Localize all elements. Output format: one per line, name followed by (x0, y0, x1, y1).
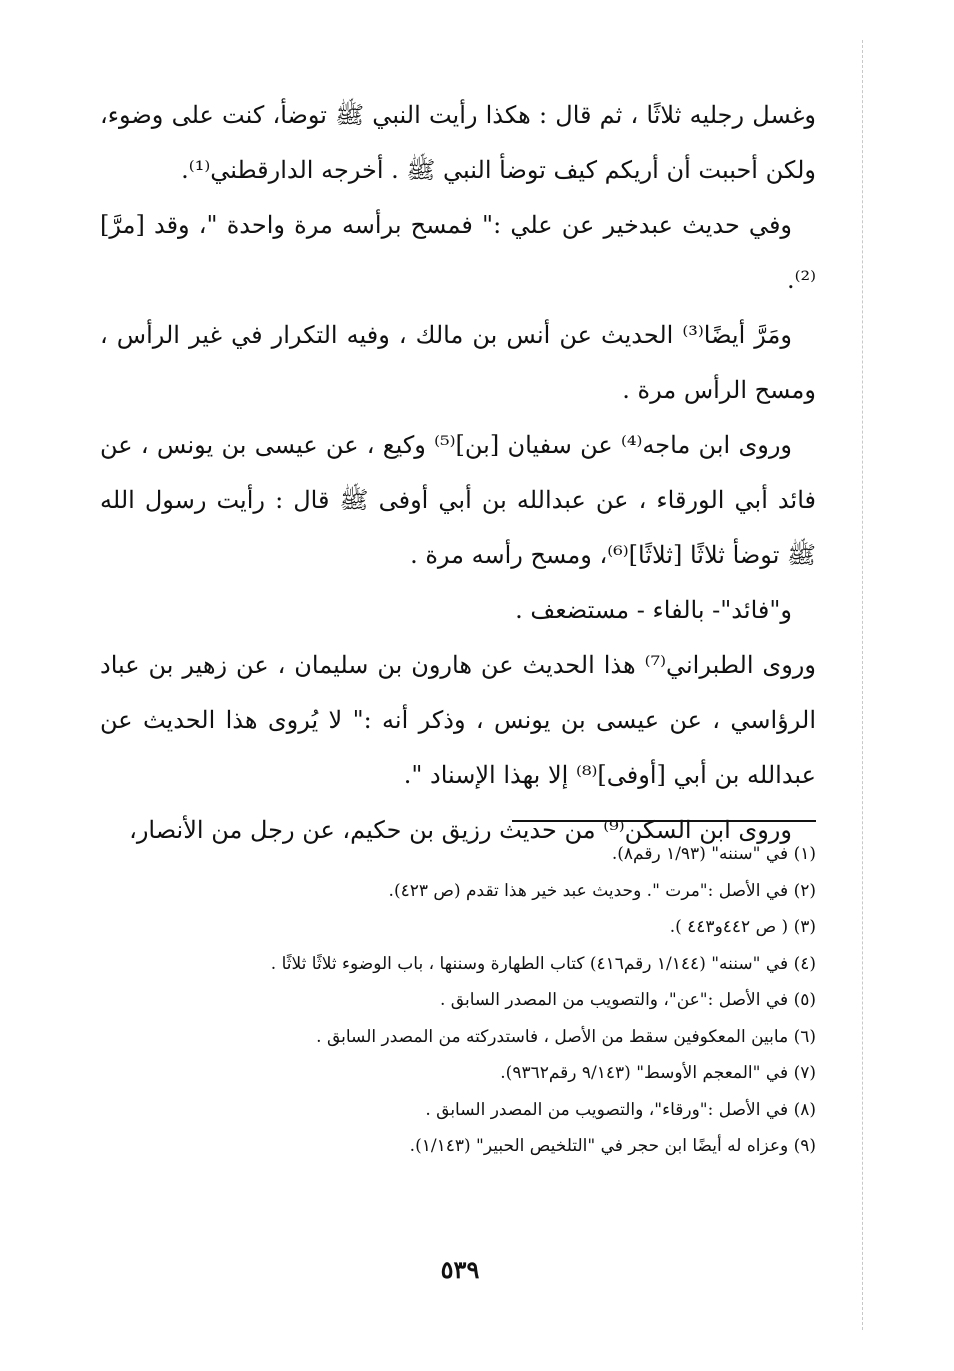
footnote: (٢) في الأصل :"مرت ". وحديث عبد خير هذا تقدم (ص ٤٢٣). (388, 880, 816, 901)
body-paragraph: وروى ابن ماجه⁽⁴⁾ عن سفيان [بن]⁽⁵⁾ وكيع ، عن عيسى بن يونس ، عن فائد أبي الورقاء ، عن عبدالله بن أبي أوفى ﷺ قال : رأيت رسول الله ﷺ توضأ ثلاثًا [ثلاثًا]⁽⁶⁾، ومسح رأسه مرة . (100, 431, 816, 569)
footnote: (٩) وعزاه له أيضًا ابن حجر في "التلخيص الحبير" (١/١٤٣). (409, 1136, 816, 1156)
footnote: (٤) في "سننه" (١/١٤٤ رقم٤١٦) كتاب الطهارة وسننها ، باب الوضوء ثلاثًا ثلاثًا . (270, 953, 816, 974)
page-number: ٥٣٩ (440, 1255, 480, 1284)
body-paragraph: وروى ابن السكن⁽⁹⁾ من حديث رزيق بن حكيم، عن رجل من الأنصار، (129, 816, 792, 844)
footnote: (٦) مابين المعكوفين سقط من الأصل ، فاستدركته من المصدر السابق . (316, 1026, 816, 1047)
footnote: (٨) في الأصل :"ورقاء"، والتصويب من المصدر السابق . (425, 1099, 816, 1120)
body-paragraph: ومَرَّ أيضًا⁽³⁾ الحديث عن أنس بن مالك ، وفيه التكرار في غير الرأس ، ومسح الرأس مرة . (100, 321, 816, 404)
body-paragraph: و"فائد"- بالفاء - مستضعف . (515, 596, 792, 624)
main-text (100, 88, 816, 858)
margin-dotted-rule (862, 40, 863, 1330)
body-paragraph: وغسل رجليه ثلاثًا ، ثم قال : هكذا رأيت النبي ﷺ توضأ، كنت على وضوء، ولكن أحببت أن أريكم كيف توضأ النبي ﷺ . أخرجه الدارقطني⁽¹⁾. (100, 101, 816, 184)
footnote: (٥) في الأصل :"عن"، والتصويب من المصدر السابق . (439, 990, 816, 1010)
footnote: (١) في "سننه" (١/٩٣ رقم٨). (611, 844, 816, 864)
footnote: (٧) في "المعجم الأوسط" (٩/١٤٣ رقم٩٣٦٢). (500, 1063, 816, 1083)
body-paragraph: وروى الطبراني⁽⁷⁾ هذا الحديث عن هارون بن سليمان ، عن زهير بن عباد الرؤاسي ، عن عيسى بن يونس ، وذكر أنه :" لا يُروى هذا الحديث عن عبدالله بن أبي [أوفى]⁽⁸⁾ إلا بهذا الإسناد ". (100, 651, 816, 789)
footnote-separator (512, 820, 816, 822)
footnote: (٣) ( ص ٤٤٢و٤٤٣ ). (669, 917, 816, 937)
footnotes (150, 836, 816, 1165)
body-paragraph: وفي حديث عبدخير عن علي :" فمسح برأسه مرة واحدة "، وقد [مرَّ]⁽²⁾. (100, 211, 816, 294)
